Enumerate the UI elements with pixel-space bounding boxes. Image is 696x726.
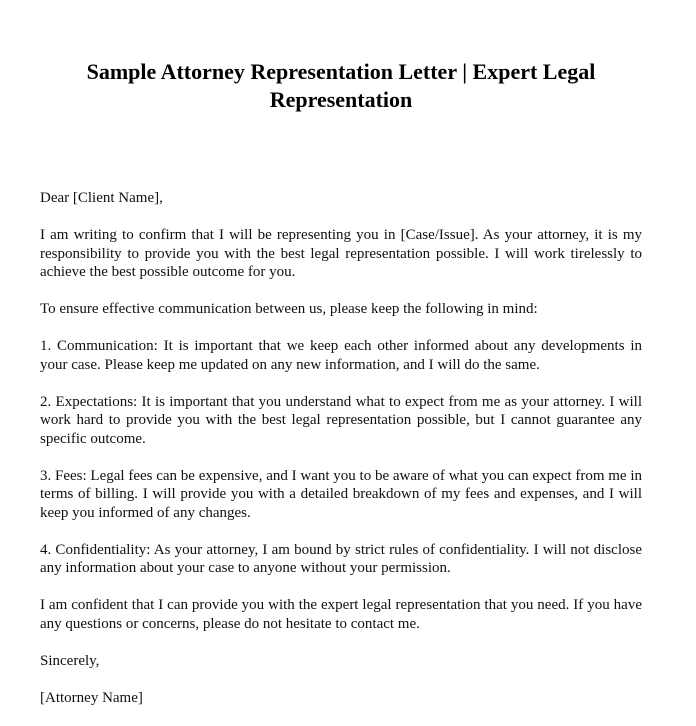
signature: [Attorney Name] [40,689,143,706]
paragraph-conclusion: I am confident that I can provide you with the expert legal representation that you need. If you have any questions or concerns, please do not hesitate to contact me. [40,597,642,632]
paragraph-fees: 3. Fees: Legal fees can be expensive, and I want you to be aware of what you can expect from me in terms of billing. I will provide you with a detailed breakdown of my fees and expenses, and I will keep you informed of any changes. [40,467,642,521]
paragraph-confidentiality: 4. Confidentiality: As your attorney, I am bound by strict rules of confidentiality. I will not disclose any information about your case to anyone without your permission. [40,541,642,576]
paragraph-communication: 1. Communication: It is important that we keep each other informed about any developments in your case. Please keep me updated on any new information, and I will do the same. [40,338,642,373]
greeting: Dear [Client Name], [40,190,163,206]
paragraph-intro: I am writing to confirm that I will be representing you in [Case/Issue]. As your attorney, it is my responsibility to provide you with the best legal representation possible. I will work tirelessly to achieve the best possible outcome for you. [40,227,642,280]
paragraph-expectations: 2. Expectations: It is important that you understand what to expect from me as your attorney. I will work hard to provide you with the best legal representation possible, but I cannot guarantee any specific outcome. [40,393,642,447]
letter-title: Sample Attorney Representation Letter | Expert Legal Representation [86,59,596,112]
closing: Sincerely, [40,652,100,669]
letter-page [40,0,642,726]
paragraph-guidelines-intro: To ensure effective communication between us, please keep the following in mind: [40,301,538,317]
letter-body [40,189,642,707]
